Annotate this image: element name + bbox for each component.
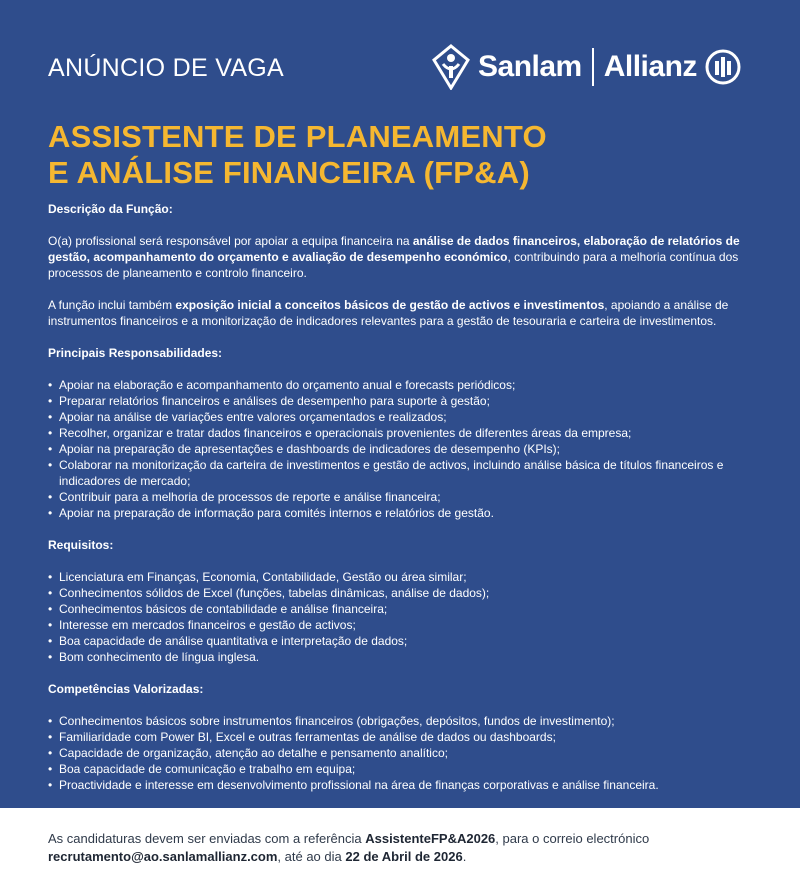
responsibilities-list [48, 377, 760, 521]
allianz-emblem-icon [705, 49, 741, 85]
reference-code: AssistenteFP&A2026 [365, 831, 496, 846]
application-instructions: As candidaturas devem ser enviadas com a referência AssistenteFP&A2026, para o correio electrónico recrutamento@ao.sanlamallianz.com, até ao dia 22 de Abril de 2026. [48, 831, 650, 864]
requirements-heading: Requisitos: [48, 538, 114, 552]
list-item: • Familiaridade com Power BI, Excel e outras ferramentas de análise de dados ou dashboards; [48, 730, 556, 744]
job-title-line-1: ASSISTENTE DE PLANEAMENTO [48, 119, 547, 154]
list-item: • Recolher, organizar e tratar dados financeiros e operacionais provenientes de diferentes áreas da empresa; [48, 426, 632, 440]
list-item: • Preparar relatórios financeiros e análises de desempenho para suporte à gestão; [48, 394, 490, 408]
allianz-wordmark: Allianz [603, 50, 697, 83]
list-item: • Contribuir para a melhoria de processos de reporte e análise financeira; [48, 490, 441, 504]
description-heading: Descrição da Função: [48, 202, 173, 216]
description-paragraph-1: O(a) profissional será responsável por apoiar a equipa financeira na análise de dados financeiros, elaboração de relatórios de gestão, acompanhamento do orçamento e avaliação de desempenho económico, contribuindo para a melhoria contínua dos processos de planeamento e controlo financeiro. [48, 234, 740, 280]
application-email[interactable]: recrutamento@ao.sanlamallianz.com [48, 849, 278, 864]
list-item: • Apoiar na elaboração e acompanhamento do orçamento anual e forecasts periódicos; [48, 378, 516, 392]
requirements-list [48, 569, 760, 665]
announcement-label: ANÚNCIO DE VAGA [48, 54, 285, 82]
logo-divider [592, 48, 594, 86]
list-item: • Apoiar na análise de variações entre valores orçamentados e realizados; [48, 410, 447, 424]
list-item: • Conhecimentos sólidos de Excel (funções, tabelas dinâmicas, análise de dados); [48, 586, 490, 600]
list-item: • Apoiar na preparação de informação para comités internos e relatórios de gestão. [48, 506, 494, 520]
description-paragraph-2: A função inclui também exposição inicial a conceitos básicos de gestão de activos e investimentos, apoiando a análise de instrumentos financeiros e a monitorização de indicadores relevantes para a gestão de tesouraria e carteira de investimentos. [48, 298, 729, 328]
responsibilities-heading: Principais Responsabilidades: [48, 346, 223, 360]
list-item: • Interesse em mercados financeiros e gestão de activos; [48, 618, 356, 632]
list-item: • Proactividade e interesse em desenvolvimento profissional na área de finanças corporativas e análise financeira. [48, 778, 659, 792]
competencies-list [48, 713, 760, 793]
job-description-body [48, 201, 760, 809]
list-item: • Licenciatura em Finanças, Economia, Contabilidade, Gestão ou área similar; [48, 570, 467, 584]
list-item: • Boa capacidade de análise quantitativa e interpretação de dados; [48, 634, 408, 648]
sanlam-wordmark: Sanlam [478, 50, 582, 83]
list-item: • Bom conhecimento de língua inglesa. [48, 650, 260, 664]
sanlam-emblem-icon [432, 44, 470, 90]
job-title [48, 119, 748, 191]
competencies-heading: Competências Valorizadas: [48, 682, 204, 696]
sanlam-allianz-logo [432, 42, 741, 92]
list-item: • Apoiar na preparação de apresentações e dashboards de indicadores de desempenho (KPIs); [48, 442, 560, 456]
application-deadline: 22 de Abril de 2026 [345, 849, 463, 864]
list-item: • Conhecimentos básicos de contabilidade e análise financeira; [48, 602, 388, 616]
list-item: • Boa capacidade de comunicação e trabalho em equipa; [48, 762, 356, 776]
list-item: • Conhecimentos básicos sobre instrumentos financeiros (obrigações, depósitos, fundos de investimento); [48, 714, 615, 728]
job-title-line-2: E ANÁLISE FINANCEIRA (FP&A) [48, 155, 530, 190]
list-item: • Colaborar na monitorização da carteira de investimentos e gestão de activos, incluindo análise básica de títulos financeiros e indicadores de mercado; [48, 458, 724, 488]
list-item: • Capacidade de organização, atenção ao detalhe e pensamento analítico; [48, 746, 448, 760]
